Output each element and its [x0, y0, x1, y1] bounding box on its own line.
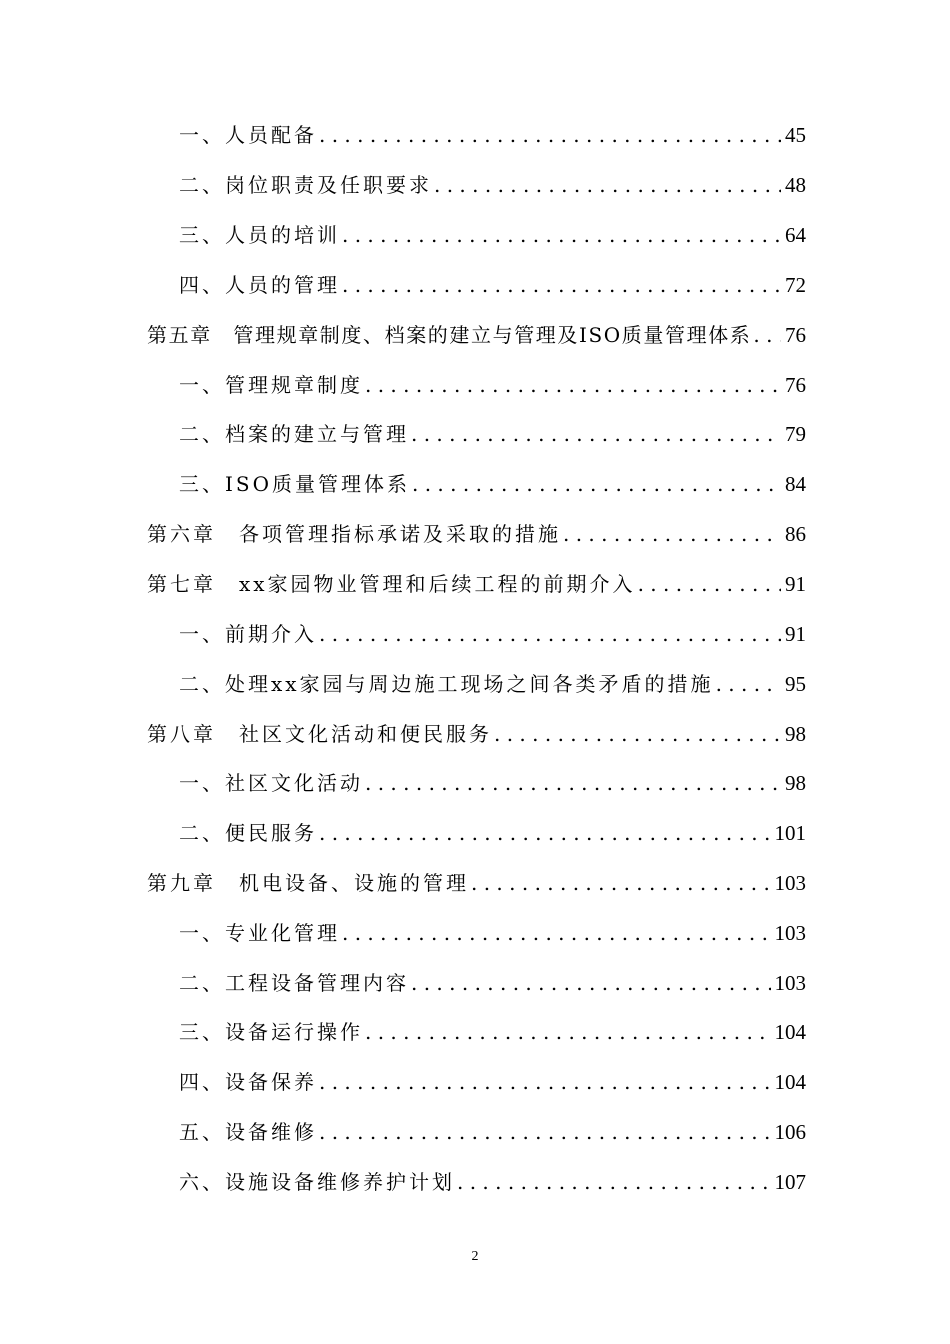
toc-entry[interactable] [179, 965, 806, 1001]
toc-entry[interactable] [179, 765, 806, 801]
toc-entry-title: 五、设备维修 [179, 1120, 317, 1144]
toc-entry-page: 72 [785, 273, 806, 297]
toc-entry-title: 一、人员配备 [179, 123, 317, 147]
toc-entry[interactable] [179, 167, 806, 203]
toc-entry[interactable] [179, 466, 806, 502]
toc-entry[interactable] [179, 267, 806, 303]
toc-entry[interactable] [179, 117, 806, 153]
toc-leader-dots [365, 367, 781, 403]
toc-entry[interactable] [179, 616, 806, 652]
toc-chapter-entry[interactable] [147, 516, 806, 552]
toc-leader-dots [563, 516, 781, 552]
toc-leader-dots [411, 416, 781, 452]
toc-entry-title: 第五章 管理规章制度、档案的建立与管理及ISO质量管理体系 [147, 323, 752, 347]
toc-entry[interactable] [179, 416, 806, 452]
page-number: 2 [471, 1249, 479, 1264]
toc-leader-dots [411, 965, 771, 1001]
toc-entry-page: 104 [774, 1020, 806, 1044]
toc-leader-dots [753, 317, 781, 353]
toc-leader-dots [494, 716, 781, 752]
toc-entry-title: 一、社区文化活动 [179, 771, 363, 795]
toc-leader-dots [342, 915, 771, 951]
toc-entry-page: 76 [785, 323, 806, 347]
toc-entry-title: 四、设备保养 [179, 1070, 317, 1094]
toc-leader-dots [716, 666, 781, 702]
toc-entry[interactable] [179, 217, 806, 253]
toc-entry-page: 107 [774, 1170, 806, 1194]
toc-entry-page: 79 [785, 422, 806, 446]
toc-leader-dots [342, 217, 781, 253]
toc-entry[interactable] [179, 367, 806, 403]
toc-leader-dots [471, 865, 771, 901]
toc-entry-title: 三、ISO质量管理体系 [179, 472, 410, 496]
toc-chapter-entry[interactable] [147, 716, 806, 752]
toc-leader-dots [319, 616, 781, 652]
toc-entry-page: 84 [785, 472, 806, 496]
toc-entry[interactable] [179, 1164, 806, 1200]
toc-entry-title: 二、便民服务 [179, 821, 317, 845]
toc-entry-page: 98 [785, 722, 806, 746]
toc-entry[interactable] [179, 815, 806, 851]
toc-entry-page: 101 [774, 821, 806, 845]
toc-entry[interactable] [179, 915, 806, 951]
toc-entry-title: 一、专业化管理 [179, 921, 340, 945]
toc-chapter-entry[interactable] [147, 865, 806, 901]
toc-entry-title: 第八章 社区文化活动和便民服务 [147, 722, 492, 746]
toc-entry-title: 三、设备运行操作 [179, 1020, 363, 1044]
toc-entry[interactable] [179, 1064, 806, 1100]
toc-entry-page: 86 [785, 522, 806, 546]
toc-entry-title: 第九章 机电设备、设施的管理 [147, 871, 469, 895]
toc-entry-page: 48 [785, 173, 806, 197]
toc-entry-title: 一、管理规章制度 [179, 373, 363, 397]
toc-leader-dots [638, 566, 781, 602]
toc-entry-page: 103 [774, 971, 806, 995]
toc-entry-page: 76 [785, 373, 806, 397]
toc-leader-dots [319, 1064, 771, 1100]
toc-entry-page: 91 [785, 572, 806, 596]
toc-leader-dots [319, 815, 771, 851]
toc-entry-title: 第七章 xx家园物业管理和后续工程的前期介入 [147, 572, 636, 596]
toc-entry-page: 98 [785, 771, 806, 795]
toc-leader-dots [365, 765, 781, 801]
toc-leader-dots [319, 117, 781, 153]
toc-leader-dots [319, 1114, 771, 1150]
toc-entry-page: 45 [785, 123, 806, 147]
toc-entry-page: 64 [785, 223, 806, 247]
toc-chapter-entry[interactable] [147, 317, 806, 353]
toc-entry[interactable] [179, 1114, 806, 1150]
toc-entry-title: 四、人员的管理 [179, 273, 340, 297]
toc-leader-dots [365, 1014, 771, 1050]
toc-entry-title: 六、设施设备维修养护计划 [179, 1170, 455, 1194]
toc-chapter-entry[interactable] [147, 566, 806, 602]
toc-entry-page: 91 [785, 622, 806, 646]
toc-entry-title: 三、人员的培训 [179, 223, 340, 247]
toc-entry-title: 二、岗位职责及任职要求 [179, 173, 432, 197]
toc-leader-dots [434, 167, 781, 203]
toc-entry-page: 103 [774, 921, 806, 945]
toc-entry-title: 二、档案的建立与管理 [179, 422, 409, 446]
toc-leader-dots [412, 466, 781, 502]
toc-entry[interactable] [179, 1014, 806, 1050]
toc-entry-page: 104 [774, 1070, 806, 1094]
toc-entry-page: 95 [785, 672, 806, 696]
toc-entry-page: 106 [774, 1120, 806, 1144]
toc-leader-dots [457, 1164, 771, 1200]
toc-entry[interactable] [179, 666, 806, 702]
toc-entry-title: 一、前期介入 [179, 622, 317, 646]
toc-entry-title: 二、处理xx家园与周边施工现场之间各类矛盾的措施 [179, 672, 714, 696]
toc-entry-title: 二、工程设备管理内容 [179, 971, 409, 995]
toc-leader-dots [342, 267, 781, 303]
toc-entry-page: 103 [774, 871, 806, 895]
toc-entry-title: 第六章 各项管理指标承诺及采取的措施 [147, 522, 561, 546]
